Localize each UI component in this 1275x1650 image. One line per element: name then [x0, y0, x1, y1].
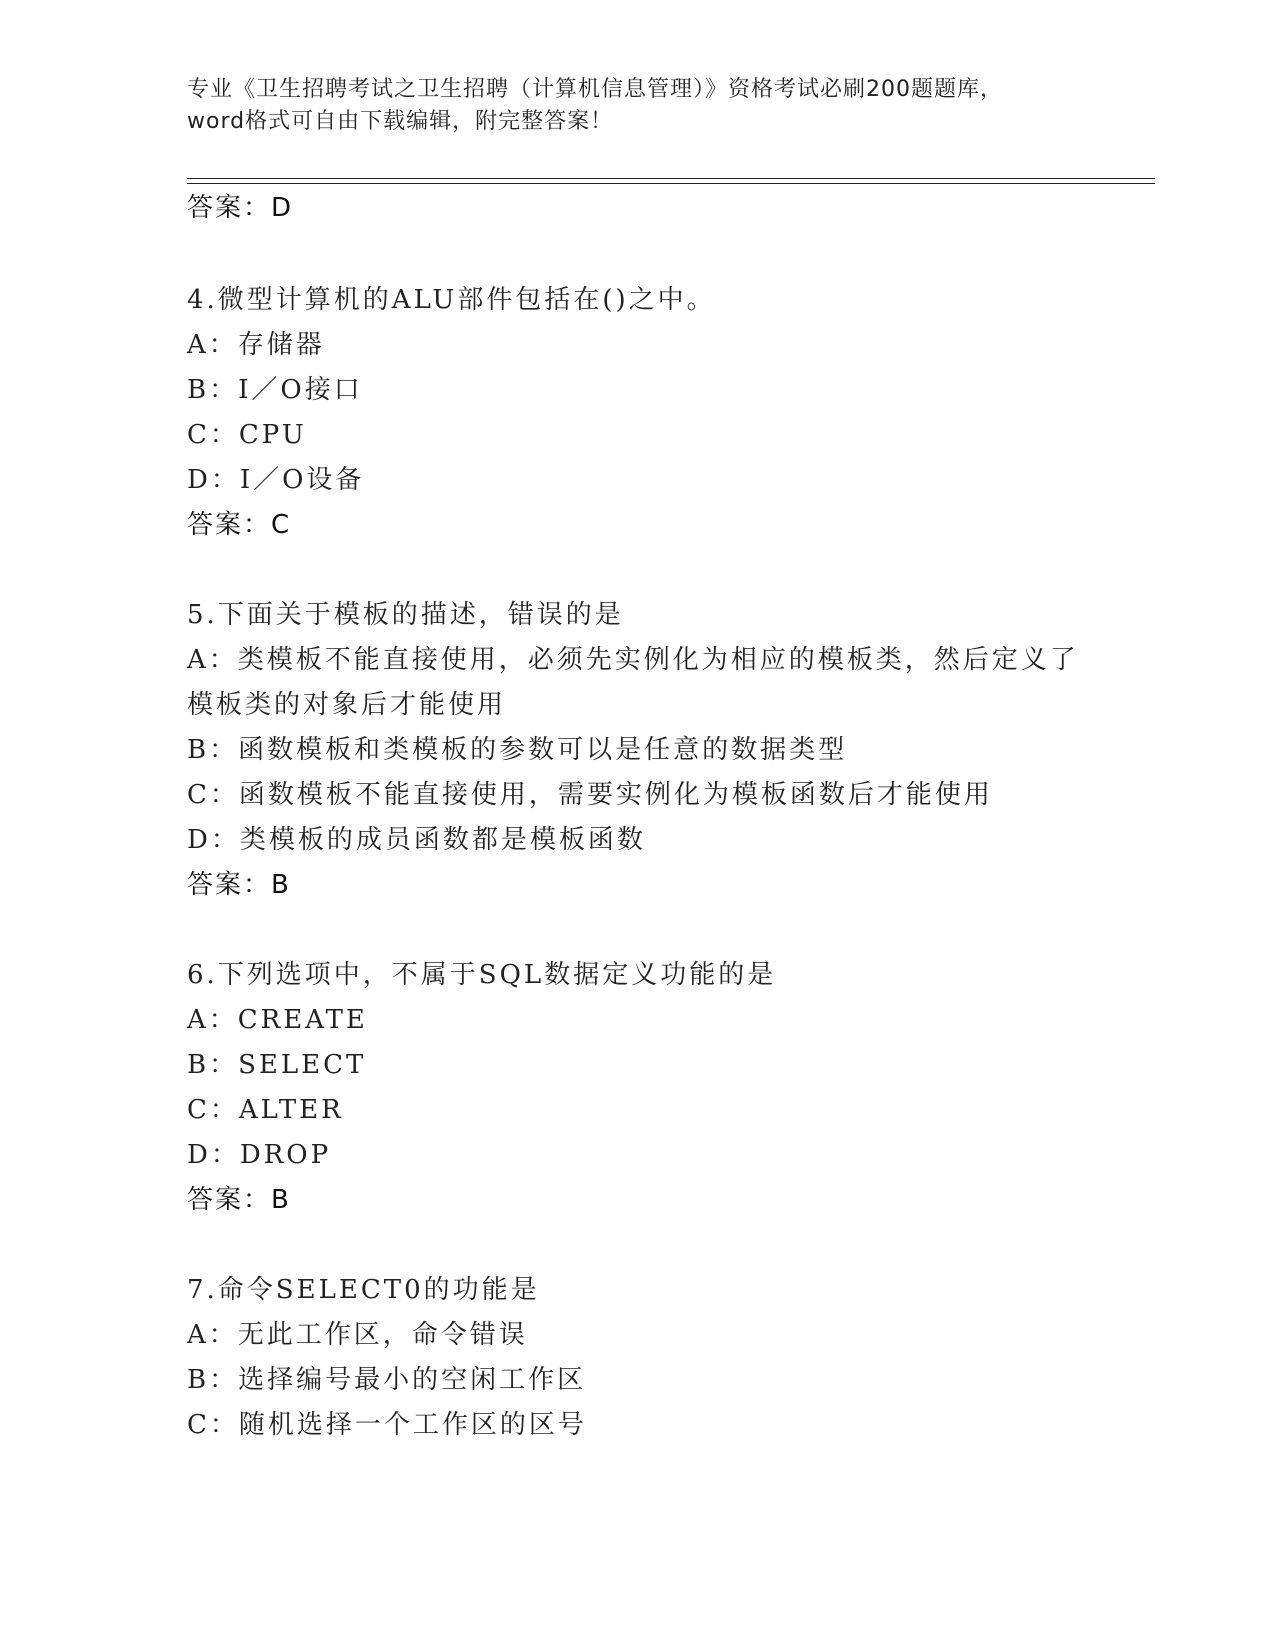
question-5-text: 5.下面关于模板的描述，错误的是 [187, 600, 624, 630]
question-6-option-b: B：SELECT [187, 1050, 367, 1080]
document-header [187, 74, 1087, 138]
question-5-option-c: C：函数模板不能直接使用，需要实例化为模板函数后才能使用 [187, 780, 993, 810]
question-5-answer: 答案：B [187, 870, 291, 900]
question-4-option-a: A：存储器 [187, 330, 325, 360]
question-4-answer: 答案：C [187, 510, 292, 540]
question-7-option-c: C：随机选择一个工作区的区号 [187, 1410, 587, 1440]
question-4-option-d: D：I／O设备 [187, 465, 365, 495]
answer-previous: 答案：D [187, 193, 294, 223]
header-line-2: word格式可自由下载编辑，附完整答案！ [187, 109, 614, 134]
question-6-text: 6.下列选项中，不属于SQL数据定义功能的是 [187, 960, 777, 990]
question-4-text: 4.微型计算机的ALU部件包括在()之中。 [187, 285, 716, 315]
header-divider-top [187, 178, 1155, 179]
question-6-answer: 答案：B [187, 1185, 291, 1215]
question-5-option-a-line-2: 模板类的对象后才能使用 [187, 690, 507, 720]
question-7-option-a: A：无此工作区，命令错误 [187, 1320, 528, 1350]
question-5-option-b: B：函数模板和类模板的参数可以是任意的数据类型 [187, 735, 848, 765]
question-6-option-d: D：DROP [187, 1140, 332, 1170]
question-4-option-b: B：I／O接口 [187, 375, 363, 405]
question-5-option-d: D：类模板的成员函数都是模板函数 [187, 825, 646, 855]
question-7-option-b: B：选择编号最小的空闲工作区 [187, 1365, 587, 1395]
question-6-option-c: C：ALTER [187, 1095, 344, 1125]
question-5-option-a-line-1: A：类模板不能直接使用，必须先实例化为相应的模板类，然后定义了 [187, 645, 1079, 675]
question-4-option-c: C：CPU [187, 420, 307, 450]
header-line-1: 专业《卫生招聘考试之卫生招聘（计算机信息管理）》资格考试必刷200题题库， [187, 77, 1003, 102]
question-6-option-a: A：CREATE [187, 1005, 368, 1035]
header-divider-bottom [187, 183, 1155, 184]
question-7-text: 7.命令SELECT0的功能是 [187, 1275, 540, 1305]
